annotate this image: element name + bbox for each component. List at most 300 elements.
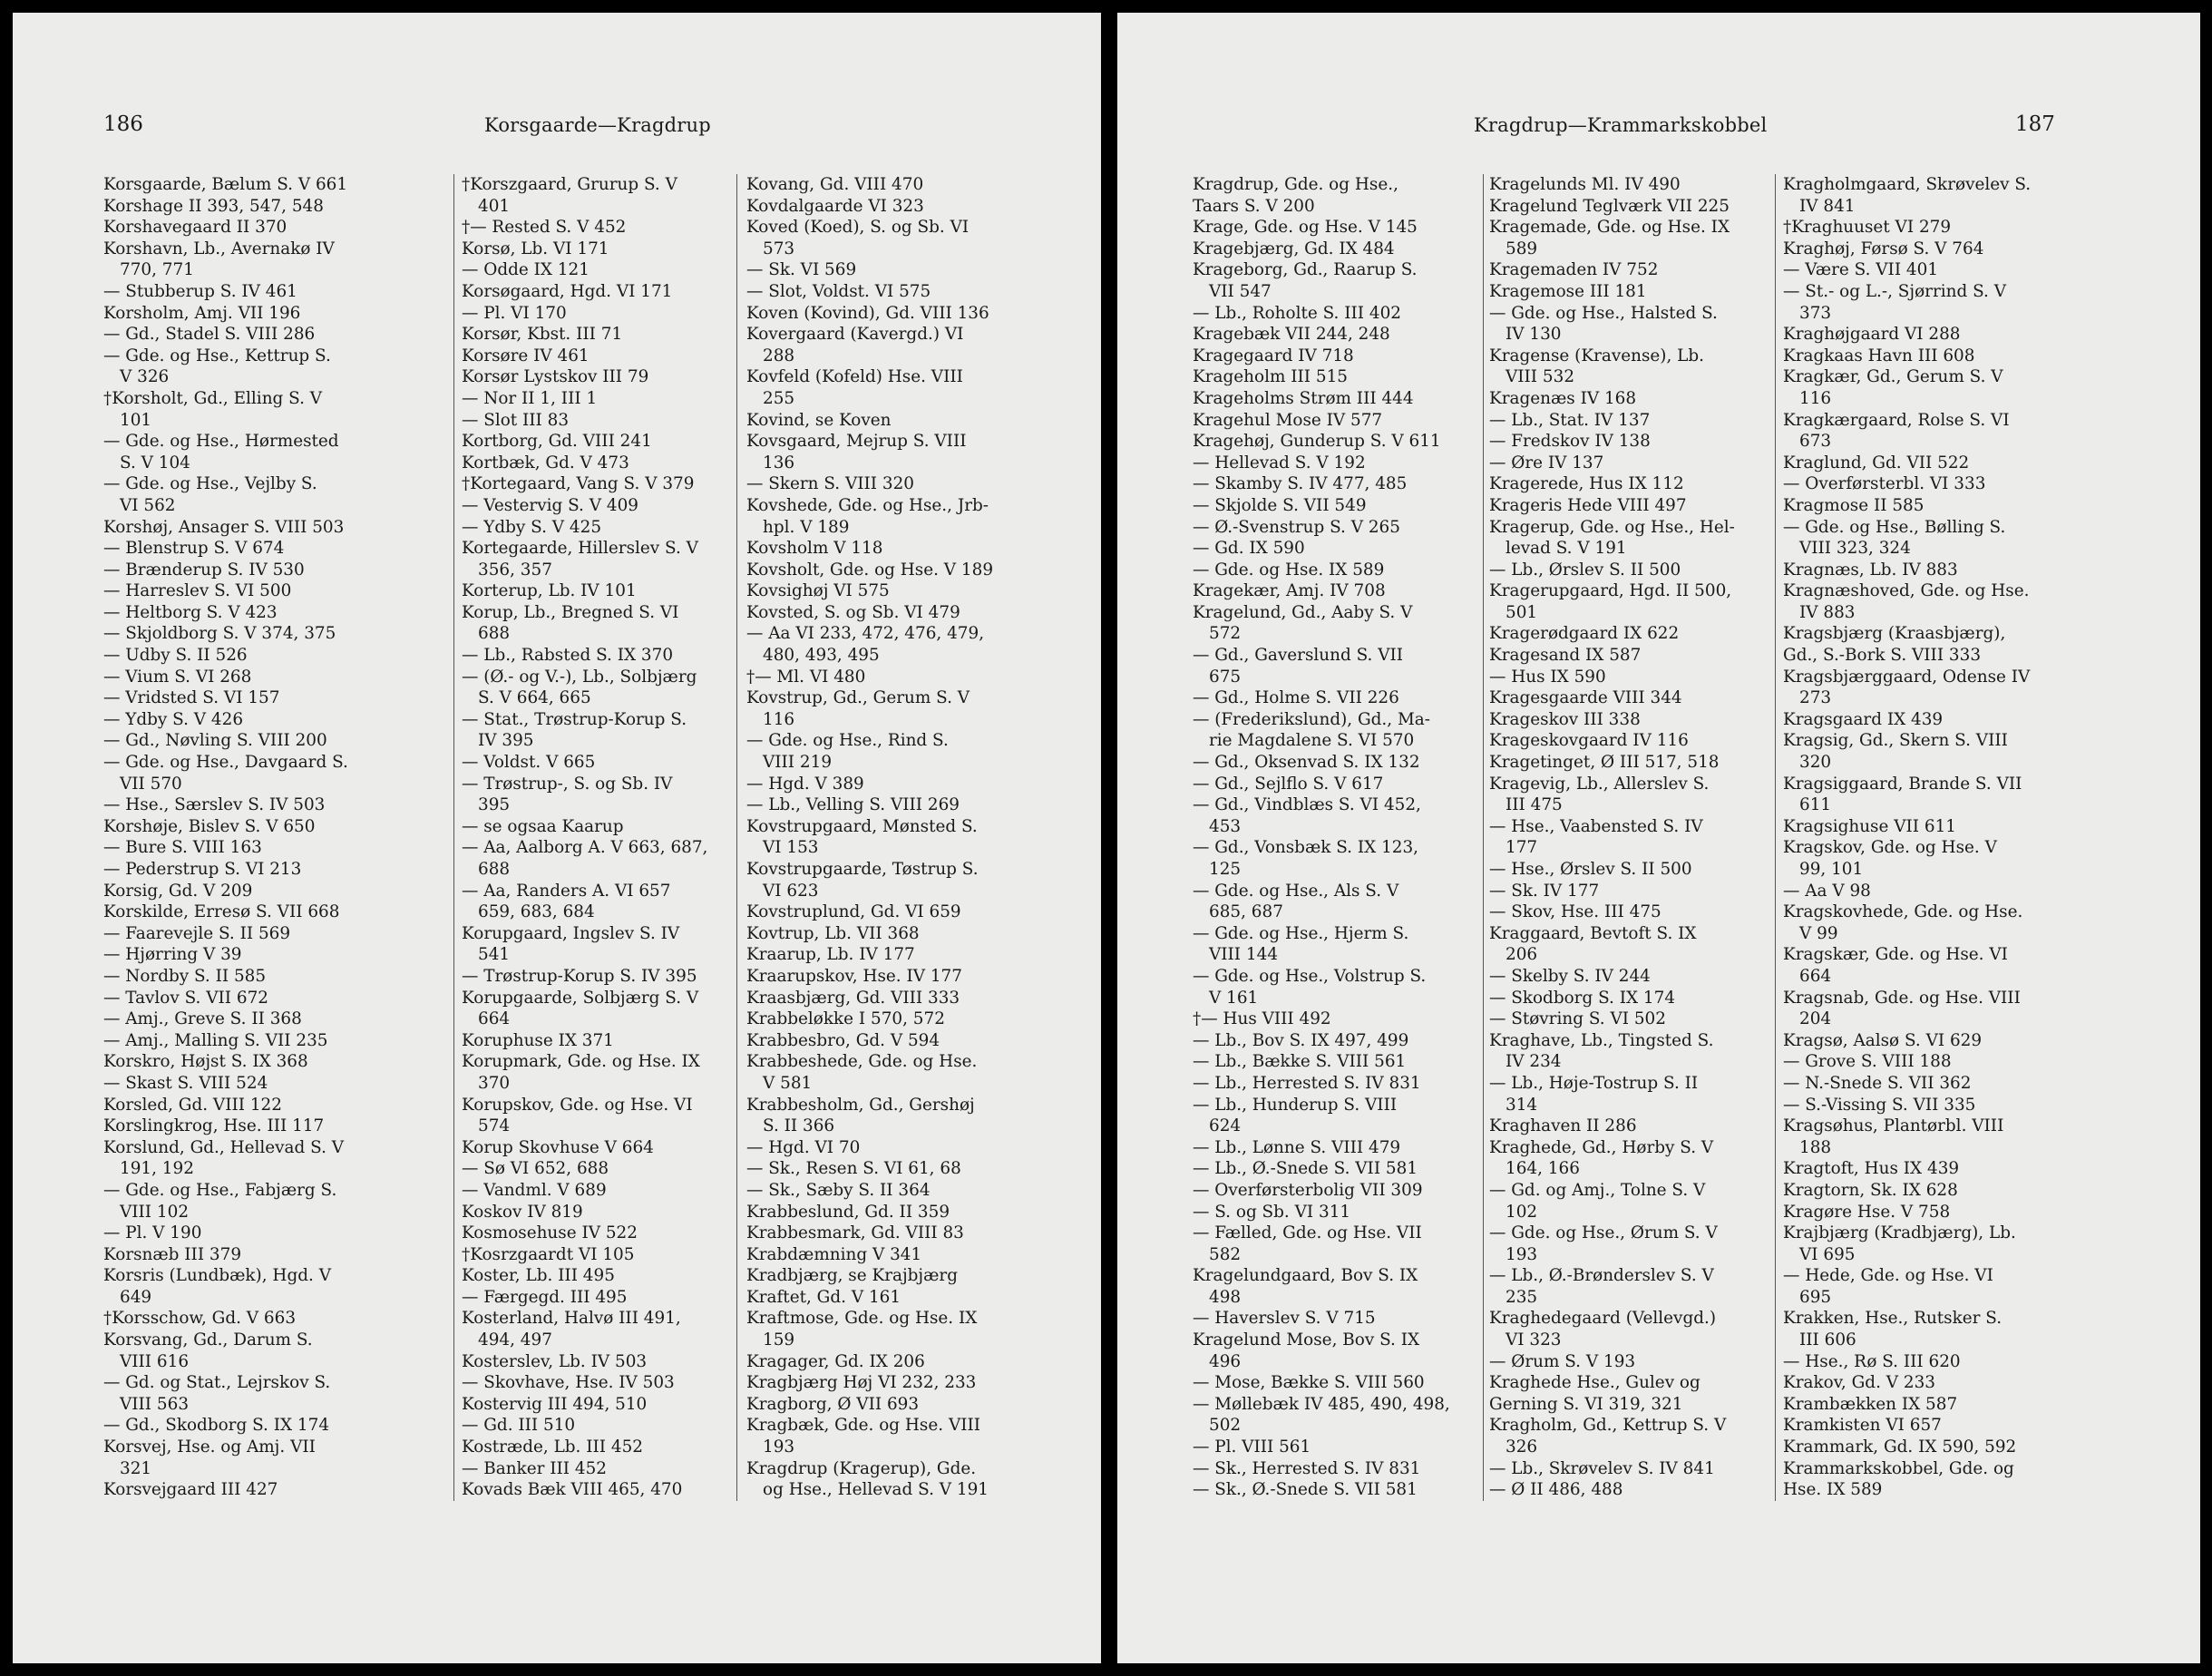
index-column: [1193, 174, 1483, 1501]
index-entry: Kraghøjgaard VI 288: [1783, 325, 1961, 345]
index-entry: Gd., S.-Bork S. VIII 333: [1783, 646, 1982, 666]
index-entry: — Gd., Vonsbæk S. IX 123,: [1193, 838, 1419, 858]
index-entry: Kragelund Mose, Bov S. IX: [1193, 1330, 1420, 1350]
index-entry: Korsholm, Amj. VII 196: [103, 303, 301, 323]
index-entry: — Hgd. VI 70: [746, 1137, 861, 1157]
index-entry: †— Rested S. V 452: [462, 218, 627, 238]
index-entry: Kragnæs, Lb. IV 883: [1783, 560, 1958, 580]
index-entry: — Gde. og Hse., Fabjærg S.: [103, 1180, 337, 1200]
index-entry: Korsøre IV 461: [462, 346, 590, 365]
index-entry: — Hus IX 590: [1489, 667, 1606, 687]
index-entry: Kragelund, Gd., Aaby S. V: [1193, 602, 1413, 622]
index-entry: IV 234: [1506, 1052, 1562, 1072]
index-entry: 102: [1506, 1202, 1538, 1222]
index-entry: Kostræde, Lb. III 452: [462, 1437, 643, 1457]
index-entry: — Gd., Holme S. VII 226: [1193, 688, 1399, 708]
index-entry: Kraghedegaard (Vellevgd.): [1489, 1309, 1717, 1329]
index-entry: Korsgaarde, Bælum S. V 661: [103, 175, 348, 194]
index-entry: Korshavn, Lb., Avernakø IV: [103, 239, 335, 258]
index-entry: †Kraghuuset VI 279: [1783, 218, 1952, 238]
index-entry: — Lb., Rabsted S. IX 370: [462, 646, 674, 666]
index-entry: 188: [1799, 1137, 1832, 1157]
index-entry: Krakken, Hse., Rutsker S.: [1783, 1309, 2002, 1329]
index-entry: Kraghave, Lb., Tingsted S.: [1489, 1030, 1714, 1050]
index-entry: Kovstrup, Gd., Gerum S. V: [746, 688, 970, 708]
index-entry: Kosmosehuse IV 522: [462, 1223, 638, 1243]
index-column: [736, 174, 1027, 1501]
index-entry: — Færgegd. III 495: [462, 1287, 628, 1307]
index-entry: 541: [478, 945, 511, 965]
index-entry: — Hse., Særslev S. IV 503: [103, 795, 326, 815]
index-entry: Krabbeslund, Gd. II 359: [746, 1202, 950, 1222]
index-entry: — Ø.-Svenstrup S. V 265: [1193, 517, 1400, 537]
index-entry: Korshavegaard II 370: [103, 218, 287, 238]
index-entry: Kraggaard, Bevtoft S. IX: [1489, 923, 1697, 943]
index-entry: Koruphuse IX 371: [462, 1030, 614, 1050]
index-entry: Kragkær, Gd., Gerum S. V: [1783, 367, 2003, 387]
index-entry: — Vestervig S. V 409: [462, 495, 638, 515]
index-entry: V 581: [763, 1073, 813, 1093]
index-entry: Kraghaven II 286: [1489, 1116, 1637, 1136]
index-entry: — Gd., Sejlflo S. V 617: [1193, 774, 1384, 794]
index-entry: Kovsholm V 118: [746, 539, 883, 559]
index-entry: — Aa VI 233, 472, 476, 479,: [746, 624, 985, 644]
index-entry: — Hgd. V 389: [746, 774, 864, 794]
index-entry: Krageholm III 515: [1193, 367, 1348, 387]
index-entry: VIII 616: [120, 1351, 190, 1371]
index-entry: VIII 563: [120, 1394, 190, 1414]
left-columns: [103, 174, 1027, 1501]
index-entry: Kramkisten VI 657: [1783, 1416, 1942, 1436]
index-entry: †Korsschow, Gd. V 663: [103, 1309, 297, 1329]
index-entry: Kragsbjærggaard, Odense IV: [1783, 667, 2031, 687]
index-entry: 326: [1506, 1437, 1538, 1457]
index-entry: VI 623: [763, 881, 819, 901]
index-entry: — Trøstrup-, S. og Sb. IV: [462, 774, 673, 794]
index-entry: VII 570: [120, 774, 182, 794]
index-entry: Gerning S. VI 319, 321: [1489, 1394, 1683, 1414]
index-entry: III 475: [1506, 795, 1563, 815]
index-entry: Korsris (Lundbæk), Hgd. V: [103, 1266, 331, 1286]
index-entry: 320: [1799, 753, 1832, 773]
index-entry: — Pederstrup S. VI 213: [103, 860, 302, 879]
index-entry: — Ø II 486, 488: [1489, 1480, 1623, 1500]
index-entry: IV 841: [1799, 196, 1856, 216]
index-entry: Korsig, Gd. V 209: [103, 881, 253, 901]
index-entry: — Sk. IV 177: [1489, 881, 1600, 901]
index-entry: 204: [1799, 1009, 1832, 1029]
index-entry: — Grove S. VIII 188: [1783, 1052, 1952, 1072]
index-entry: IV 130: [1506, 325, 1562, 345]
index-entry: — Gd., Gaverslund S. VII: [1193, 646, 1404, 666]
index-entry: IV 883: [1799, 602, 1856, 622]
index-entry: Korsvej, Hse. og Amj. VII: [103, 1437, 316, 1457]
index-entry: Kraftet, Gd. V 161: [746, 1287, 901, 1307]
index-entry: Kraghøj, Førsø S. V 764: [1783, 239, 1984, 258]
index-entry: — Sk., Herrested S. IV 831: [1193, 1458, 1421, 1478]
index-entry: — Heltborg S. V 423: [103, 602, 278, 622]
index-entry: Krageris Hede VIII 497: [1489, 495, 1687, 515]
index-entry: 688: [478, 624, 511, 644]
index-entry: — Gde. og Hse., Hjerm S.: [1193, 923, 1409, 943]
index-entry: 498: [1209, 1287, 1242, 1307]
index-entry: Kragkaas Havn III 608: [1783, 346, 1975, 365]
index-entry: 502: [1209, 1416, 1242, 1436]
index-entry: Kosterslev, Lb. IV 503: [462, 1351, 648, 1371]
index-entry: 574: [478, 1116, 511, 1136]
index-entry: Kragager, Gd. IX 206: [746, 1351, 925, 1371]
index-entry: — Gd., Oksenvad S. IX 132: [1193, 753, 1420, 773]
index-entry: — Lb., Ø.-Snede S. VII 581: [1193, 1159, 1418, 1179]
index-entry: — Møllebæk IV 485, 490, 498,: [1193, 1394, 1450, 1414]
index-entry: Kragemose III 181: [1489, 281, 1647, 301]
index-entry: Kortborg, Gd. VIII 241: [462, 432, 652, 452]
index-entry: VI 153: [763, 838, 819, 858]
index-entry: — Sk. VI 569: [746, 260, 857, 280]
index-entry: 101: [120, 410, 152, 430]
index-entry: Korsøgaard, Hgd. VI 171: [462, 281, 673, 301]
index-entry: Kovstruplund, Gd. VI 659: [746, 902, 961, 922]
index-entry: 356, 357: [478, 560, 552, 580]
right-page-number: 187: [2015, 112, 2055, 136]
index-entry: — Skjoldborg S. V 374, 375: [103, 624, 336, 644]
index-entry: Kraghede Hse., Gulev og: [1489, 1373, 1700, 1393]
index-entry: Koskov IV 819: [462, 1202, 583, 1222]
right-columns: [1193, 174, 2047, 1501]
index-entry: — Gd., Stadel S. VIII 286: [103, 325, 316, 345]
index-entry: levad S. V 191: [1506, 539, 1627, 559]
index-entry: Krabbesbro, Gd. V 594: [746, 1030, 940, 1050]
index-entry: — Sk., Sæby S. II 364: [746, 1180, 931, 1200]
index-entry: — Lb., Stat. IV 137: [1489, 410, 1651, 430]
index-entry: — Vium S. VI 268: [103, 667, 252, 687]
index-entry: Korsør, Kbst. III 71: [462, 325, 623, 345]
index-entry: — Bure S. VIII 163: [103, 838, 262, 858]
index-entry: — Pl. VIII 561: [1193, 1437, 1311, 1457]
index-entry: — Sk., Resen S. VI 61, 68: [746, 1159, 961, 1179]
index-entry: — N.-Snede S. VII 362: [1783, 1073, 1972, 1093]
index-entry: 573: [763, 239, 795, 258]
index-entry: †Kortegaard, Vang S. V 379: [462, 474, 695, 494]
index-entry: Kortbæk, Gd. V 473: [462, 453, 629, 473]
index-entry: 164, 166: [1506, 1159, 1580, 1179]
index-entry: Kragehøj, Gunderup S. V 611: [1193, 432, 1441, 452]
index-entry: Kovshede, Gde. og Hse., Jrb-: [746, 495, 989, 515]
index-entry: Kragelunds Ml. IV 490: [1489, 175, 1681, 194]
index-entry: Korslund, Gd., Hellevad S. V: [103, 1137, 345, 1157]
index-entry: S. II 366: [763, 1116, 835, 1136]
index-entry: Koster, Lb. III 495: [462, 1266, 615, 1286]
index-entry: Kragborg, Ø VII 693: [746, 1394, 920, 1414]
index-entry: Kragsø, Aalsø S. VI 629: [1783, 1030, 1983, 1050]
index-entry: 401: [478, 196, 511, 216]
index-entry: Kragsbjærg (Kraasbjærg),: [1783, 624, 2006, 644]
index-entry: Krageskov III 338: [1489, 709, 1641, 729]
index-entry: — Lb., Roholte S. III 402: [1193, 303, 1401, 323]
index-entry: Korsled, Gd. VIII 122: [103, 1095, 282, 1115]
index-entry: Kragsig, Gd., Skern S. VIII: [1783, 731, 2008, 751]
index-entry: S. V 104: [120, 453, 190, 473]
index-entry: 177: [1506, 838, 1538, 858]
index-entry: VI 323: [1506, 1330, 1562, 1350]
index-entry: Kragehul Mose IV 577: [1193, 410, 1383, 430]
index-entry: Kraasbjærg, Gd. VIII 333: [746, 988, 960, 1008]
index-entry: 255: [763, 388, 795, 408]
index-entry: VIII 102: [120, 1202, 190, 1222]
index-entry: — Stubberup S. IV 461: [103, 281, 297, 301]
index-entry: Kragemaden IV 752: [1489, 260, 1659, 280]
index-entry: Kragskovhede, Gde. og Hse.: [1783, 902, 2023, 922]
index-entry: Kragerup, Gde. og Hse., Hel-: [1489, 517, 1735, 537]
index-entry: — Gde. og Hse., Vejlby S.: [103, 474, 317, 494]
index-entry: 695: [1799, 1287, 1832, 1307]
index-entry: V 99: [1799, 923, 1838, 943]
index-entry: 159: [763, 1330, 795, 1350]
index-entry: IV 395: [478, 731, 534, 751]
index-entry: 770, 771: [120, 260, 194, 280]
index-entry: — Være S. VII 401: [1783, 260, 1939, 280]
index-entry: 582: [1209, 1244, 1242, 1264]
index-entry: — Skamby S. IV 477, 485: [1193, 474, 1408, 494]
index-entry: Kragbjærg Høj VI 232, 233: [746, 1373, 977, 1393]
index-entry: Kraarup, Lb. IV 177: [746, 945, 915, 965]
index-entry: — Nordby S. II 585: [103, 966, 267, 986]
index-entry: — Overførsterbolig VII 309: [1193, 1180, 1423, 1200]
index-entry: — Banker III 452: [462, 1458, 607, 1478]
index-entry: Krakov, Gd. V 233: [1783, 1373, 1935, 1393]
index-entry: 373: [1799, 303, 1832, 323]
index-entry: Kragsgaard IX 439: [1783, 709, 1944, 729]
index-entry: 659, 683, 684: [478, 902, 595, 922]
index-entry: 611: [1799, 795, 1832, 815]
index-entry: — Lb., Bov S. IX 497, 499: [1193, 1030, 1409, 1050]
index-entry: Kovads Bæk VIII 465, 470: [462, 1480, 683, 1500]
index-entry: Kovstrupgaarde, Tøstrup S.: [746, 860, 979, 879]
index-entry: — Hjørring V 39: [103, 945, 242, 965]
index-entry: 589: [1506, 239, 1538, 258]
index-entry: Krabdæmning V 341: [746, 1244, 922, 1264]
index-entry: Kragdrup (Kragerup), Gde.: [746, 1458, 977, 1478]
index-entry: — Gde. og Hse., Hørmested: [103, 432, 339, 452]
index-entry: Krammarkskobbel, Gde. og: [1783, 1458, 2014, 1478]
index-entry: — S. og Sb. VI 311: [1193, 1202, 1351, 1222]
index-entry: — Amj., Greve S. II 368: [103, 1009, 302, 1029]
index-entry: — Pl. V 190: [103, 1223, 202, 1243]
index-entry: — Vridsted S. VI 157: [103, 688, 280, 708]
index-entry: Kragebjærg, Gd. IX 484: [1193, 239, 1395, 258]
index-entry: Korupgaarde, Solbjærg S. V: [462, 988, 699, 1008]
index-entry: 99, 101: [1799, 860, 1864, 879]
index-entry: Kosterland, Halvø III 491,: [462, 1309, 681, 1329]
index-entry: Kovfeld (Kofeld) Hse. VIII: [746, 367, 963, 387]
index-entry: Kragskær, Gde. og Hse. VI: [1783, 945, 2008, 965]
index-entry: 624: [1209, 1116, 1242, 1136]
index-entry: — Aa, Aalborg A. V 663, 687,: [462, 838, 708, 858]
index-entry: — Lb., Skrøvelev S. IV 841: [1489, 1458, 1715, 1478]
index-entry: 395: [478, 795, 511, 815]
index-entry: †Korszgaard, Grurup S. V: [462, 175, 677, 194]
index-entry: Taars S. V 200: [1193, 196, 1315, 216]
index-entry: — Vandml. V 689: [462, 1180, 607, 1200]
index-entry: — Hellevad S. V 192: [1193, 453, 1366, 473]
index-entry: — Amj., Malling S. VII 235: [103, 1030, 328, 1050]
index-entry: 288: [763, 346, 795, 365]
index-entry: — Blenstrup S. V 674: [103, 539, 285, 559]
index-entry: III 606: [1799, 1330, 1856, 1350]
index-entry: — Brænderup S. IV 530: [103, 560, 305, 580]
index-entry: Kragenæs IV 168: [1489, 388, 1637, 408]
index-entry: Kragsnab, Gde. og Hse. VIII: [1783, 988, 2021, 1008]
index-entry: Korup, Lb., Bregned S. VI: [462, 602, 679, 622]
index-entry: — Gde. og Hse., Kettrup S.: [103, 346, 331, 365]
index-entry: Krambækken IX 587: [1783, 1394, 1958, 1414]
index-entry: — Fælled, Gde. og Hse. VII: [1193, 1223, 1422, 1243]
index-entry: Korupgaard, Ingslev S. IV: [462, 923, 680, 943]
index-entry: — Øre IV 137: [1489, 453, 1604, 473]
index-entry: 314: [1506, 1095, 1538, 1115]
index-entry: 370: [478, 1073, 511, 1093]
index-entry: — Odde IX 121: [462, 260, 590, 280]
index-entry: 664: [1799, 966, 1832, 986]
index-entry: 501: [1506, 602, 1538, 622]
index-entry: Korsnæb III 379: [103, 1244, 242, 1264]
index-entry: — Skern S. VIII 320: [746, 474, 915, 494]
index-entry: — Gd., Skodborg S. IX 174: [103, 1416, 330, 1436]
index-entry: Korshøje, Bislev S. V 650: [103, 816, 316, 836]
index-entry: 116: [763, 709, 795, 729]
index-entry: Kragegaard IV 718: [1193, 346, 1354, 365]
index-entry: — Mose, Bække S. VIII 560: [1193, 1373, 1425, 1393]
index-entry: Kovsighøj VI 575: [746, 581, 890, 601]
index-entry: — Lb., Herrested S. IV 831: [1193, 1073, 1421, 1093]
index-entry: Kovsholt, Gde. og Hse. V 189: [746, 560, 994, 580]
index-entry: V 161: [1209, 988, 1259, 1008]
index-entry: Kraarupskov, Hse. IV 177: [746, 966, 962, 986]
index-entry: 193: [763, 1437, 795, 1457]
index-entry: Kragkærgaard, Rolse S. VI: [1783, 410, 2010, 430]
index-column: [1775, 174, 2047, 1501]
index-entry: Korsvang, Gd., Darum S.: [103, 1330, 313, 1350]
index-entry: — Gde. og Hse. IX 589: [1193, 560, 1385, 580]
index-entry: — Pl. VI 170: [462, 303, 567, 323]
index-entry: Krageholms Strøm III 444: [1193, 388, 1414, 408]
index-entry: — Hse., Rø S. III 620: [1783, 1351, 1961, 1371]
index-entry: Korslingkrog, Hse. III 117: [103, 1116, 325, 1136]
right-running-head: Kragdrup—Krammarkskobbel: [1474, 114, 1768, 136]
index-entry: — Gde. og Hse., Bølling S.: [1783, 517, 2006, 537]
index-entry: — Skelby S. IV 244: [1489, 966, 1651, 986]
index-entry: 673: [1799, 432, 1832, 452]
index-entry: — Tavlov S. VII 672: [103, 988, 269, 1008]
index-entry: Kraglund, Gd. VII 522: [1783, 453, 1970, 473]
index-entry: — Gd. III 510: [462, 1416, 576, 1436]
index-entry: — Gde. og Hse., Rind S.: [746, 731, 949, 751]
index-entry: — Haverslev S. V 715: [1193, 1309, 1376, 1329]
index-entry: Krajbjærg (Kradbjærg), Lb.: [1783, 1223, 2016, 1243]
index-entry: VIII 144: [1209, 945, 1279, 965]
index-entry: Kragdrup, Gde. og Hse.,: [1193, 175, 1398, 194]
index-entry: Kragebæk VII 244, 248: [1193, 325, 1390, 345]
index-column: [1483, 174, 1775, 1501]
index-entry: — Hse., Ørslev S. II 500: [1489, 860, 1692, 879]
index-entry: hpl. V 189: [763, 517, 850, 537]
index-entry: — Hse., Vaabensted S. IV: [1489, 816, 1703, 836]
index-entry: — Gd., Vindblæs S. VI 452,: [1193, 795, 1421, 815]
index-entry: Korupskov, Gde. og Hse. VI: [462, 1095, 693, 1115]
index-entry: Kragtorn, Sk. IX 628: [1783, 1180, 1958, 1200]
index-entry: 685, 687: [1209, 902, 1283, 922]
index-entry: S. V 664, 665: [478, 688, 591, 708]
index-entry: Kragesgaarde VIII 344: [1489, 688, 1682, 708]
index-entry: — S.-Vissing S. VII 335: [1783, 1095, 1976, 1115]
right-page: [1117, 13, 2200, 1663]
left-running-head: Korsgaarde—Kragdrup: [484, 114, 711, 136]
index-entry: Kragtoft, Hus IX 439: [1783, 1159, 1960, 1179]
index-entry: — Stat., Trøstrup-Korup S.: [462, 709, 687, 729]
index-entry: — Ydby S. V 426: [103, 709, 244, 729]
index-entry: Kraghede, Gd., Hørby S. V: [1489, 1137, 1714, 1157]
index-entry: Krabbesholm, Gd., Gershøj: [746, 1095, 975, 1115]
index-entry: Kovdalgaarde VI 323: [746, 196, 924, 216]
index-entry: Kovang, Gd. VIII 470: [746, 175, 924, 194]
index-entry: 688: [478, 860, 511, 879]
index-entry: — Gde. og Hse., Halsted S.: [1489, 303, 1718, 323]
index-entry: Krabbesmark, Gd. VIII 83: [746, 1223, 964, 1243]
index-entry: 572: [1209, 624, 1242, 644]
index-entry: †— Hus VIII 492: [1193, 1009, 1331, 1029]
index-entry: Kortegaarde, Hillerslev S. V: [462, 539, 698, 559]
index-entry: †— Ml. VI 480: [746, 667, 866, 687]
index-entry: — (Frederikslund), Gd., Ma-: [1193, 709, 1430, 729]
index-entry: Kragemade, Gde. og Hse. IX: [1489, 218, 1730, 238]
index-entry: Kragelundgaard, Bov S. IX: [1193, 1266, 1418, 1286]
index-entry: 116: [1799, 388, 1832, 408]
index-entry: Kragsiggaard, Brande S. VII: [1783, 774, 2022, 794]
index-entry: og Hse., Hellevad S. V 191: [763, 1480, 989, 1500]
left-page-number: 186: [103, 112, 143, 136]
index-entry: — Støvring S. VI 502: [1489, 1009, 1666, 1029]
index-entry: 496: [1209, 1351, 1242, 1371]
index-entry: VI 695: [1799, 1244, 1856, 1264]
index-entry: — Lb., Høje-Tostrup S. II: [1489, 1073, 1699, 1093]
index-entry: Kragøre Hse. V 758: [1783, 1202, 1951, 1222]
index-entry: Kragbæk, Gde. og Hse. VIII: [746, 1416, 981, 1436]
index-entry: Kragmose II 585: [1783, 495, 1925, 515]
index-entry: — Gde. og Hse., Volstrup S.: [1193, 966, 1427, 986]
index-entry: Kragense (Kravense), Lb.: [1489, 346, 1704, 365]
index-entry: Kovind, se Koven: [746, 410, 892, 430]
index-entry: VIII 532: [1506, 367, 1575, 387]
index-entry: Korup Skovhuse V 664: [462, 1137, 654, 1157]
index-entry: 649: [120, 1287, 152, 1307]
index-entry: Korshøj, Ansager S. VIII 503: [103, 517, 345, 537]
index-entry: Kragesand IX 587: [1489, 646, 1642, 666]
index-entry: †Korsholt, Gd., Elling S. V: [103, 388, 323, 408]
index-entry: Korsør Lystskov III 79: [462, 367, 649, 387]
index-entry: — Sø VI 652, 688: [462, 1159, 609, 1179]
index-entry: — Skov, Hse. III 475: [1489, 902, 1661, 922]
index-entry: Kragelund Teglværk VII 225: [1489, 196, 1730, 216]
index-entry: — Slot, Voldst. VI 575: [746, 281, 931, 301]
index-entry: Kraftmose, Gde. og Hse. IX: [746, 1309, 978, 1329]
index-entry: 664: [478, 1009, 511, 1029]
index-column: [103, 174, 453, 1501]
index-entry: — Gde. og Hse., Als S. V: [1193, 881, 1399, 901]
index-entry: — Ørum S. V 193: [1489, 1351, 1636, 1371]
index-entry: — Slot III 83: [462, 410, 570, 430]
index-entry: — Overførsterbl. VI 333: [1783, 474, 1986, 494]
index-entry: 494, 497: [478, 1330, 552, 1350]
